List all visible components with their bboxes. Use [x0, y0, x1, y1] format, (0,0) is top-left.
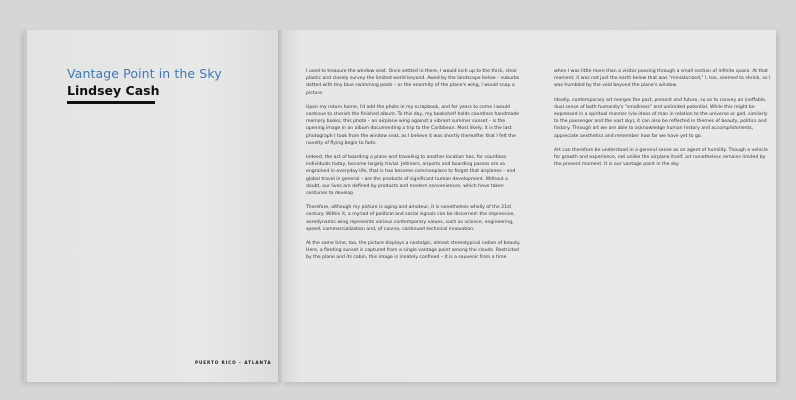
page-footer: PUERTO RICO – ATLANTA: [195, 360, 272, 365]
text-column-1: [306, 68, 524, 269]
title-block: [67, 66, 222, 104]
paragraph: I used to treasure the window seat. Once settled in there, I would inch up to the thick, clear plastic and closely survey the limited world beyond. Awed by the landscape below – suburbs dotted with tiny blue swimming pools – or the enormity of the plane's wing, I would snap a picture.: [306, 69, 520, 96]
open-booklet: [24, 30, 776, 382]
essay-title: Vantage Point in the Sky: [67, 66, 222, 81]
paragraph: Therefore, although my picture is aging and amateur, it is nonetheless wholly of the 21st century. Within it, a myriad of political and social signals can be discerned: the impressive, aerodynamic wing represents various contemporary values, such as science, engineering, speed, commercialization and, of course, continued technical innovation.: [306, 205, 515, 232]
paragraph: Upon my return home, I'd add the photo in my scrapbook, and for years to come I would continue to cherish the finished album. To this day, my bookshelf holds countless handmade memory books; this photo – an airplane wing against a vibrant summer sunset – is the opening image in an album documenting a trip to the Caribbean. Most likely, it is the last photograph I took from the window seat, as I believe it was shortly thereafter that I felt the novelty of flying begin to fade.: [306, 104, 520, 146]
paragraph: Indeed, the act of boarding a plane and traveling to another location has, for countless individuals today, become largely trivial. Jetliners, airports and boarding passes are so engrained in everyday life, that is has become commonplace to forget that airplanes – and global travel in general – are the products of significant human development. Without a doubt, our lives are defined by products and modern conveniences, which have taken centuries to develop.: [306, 155, 516, 197]
left-page: [24, 30, 281, 382]
author-name: Lindsey Cash: [67, 83, 160, 98]
right-page: [282, 30, 776, 382]
paragraph: Art can therefore be understood in a general sense as an agent of humility. Though a vehicle for growth and experience, not unlike the airplane itself, art nonetheless remains limited by the present moment. It is our vantage point in the sky.: [554, 147, 768, 168]
text-column-2: [554, 68, 772, 175]
paragraph: Ideally, contemporary art merges the past, present and future, so as to convey an ineffable, dual sense of both humanity's "smallness" and unlimited potential. While this might be expressed in a spiritual manner (via ideas of man in relation to the universe or god, similarly to the passenger and the vast sky), it can also be reflected in themes of beauty, politics and history. Through art we are able to acknowledge human history and accomplishments, appreciate aesthetics and remember how far we have yet to go.: [554, 97, 768, 139]
paragraph: when I was little more than a visitor passing through a small section of infinite space. At that moment, it was not just the earth below that was "miniaturized," I, too, seemed to shrink, as I was humbled by the void beyond the plane's window.: [554, 69, 771, 89]
paragraph: At the same time, too, the picture displays a nostalgic, almost stereotypical notion of beauty. Here, a fleeting sunset is captured from a single vantage point among the clouds. Restricted by the plane and its cabin, this image is innately confined – it is a souvenir from a time: [306, 241, 521, 261]
title-underline: [67, 101, 155, 104]
